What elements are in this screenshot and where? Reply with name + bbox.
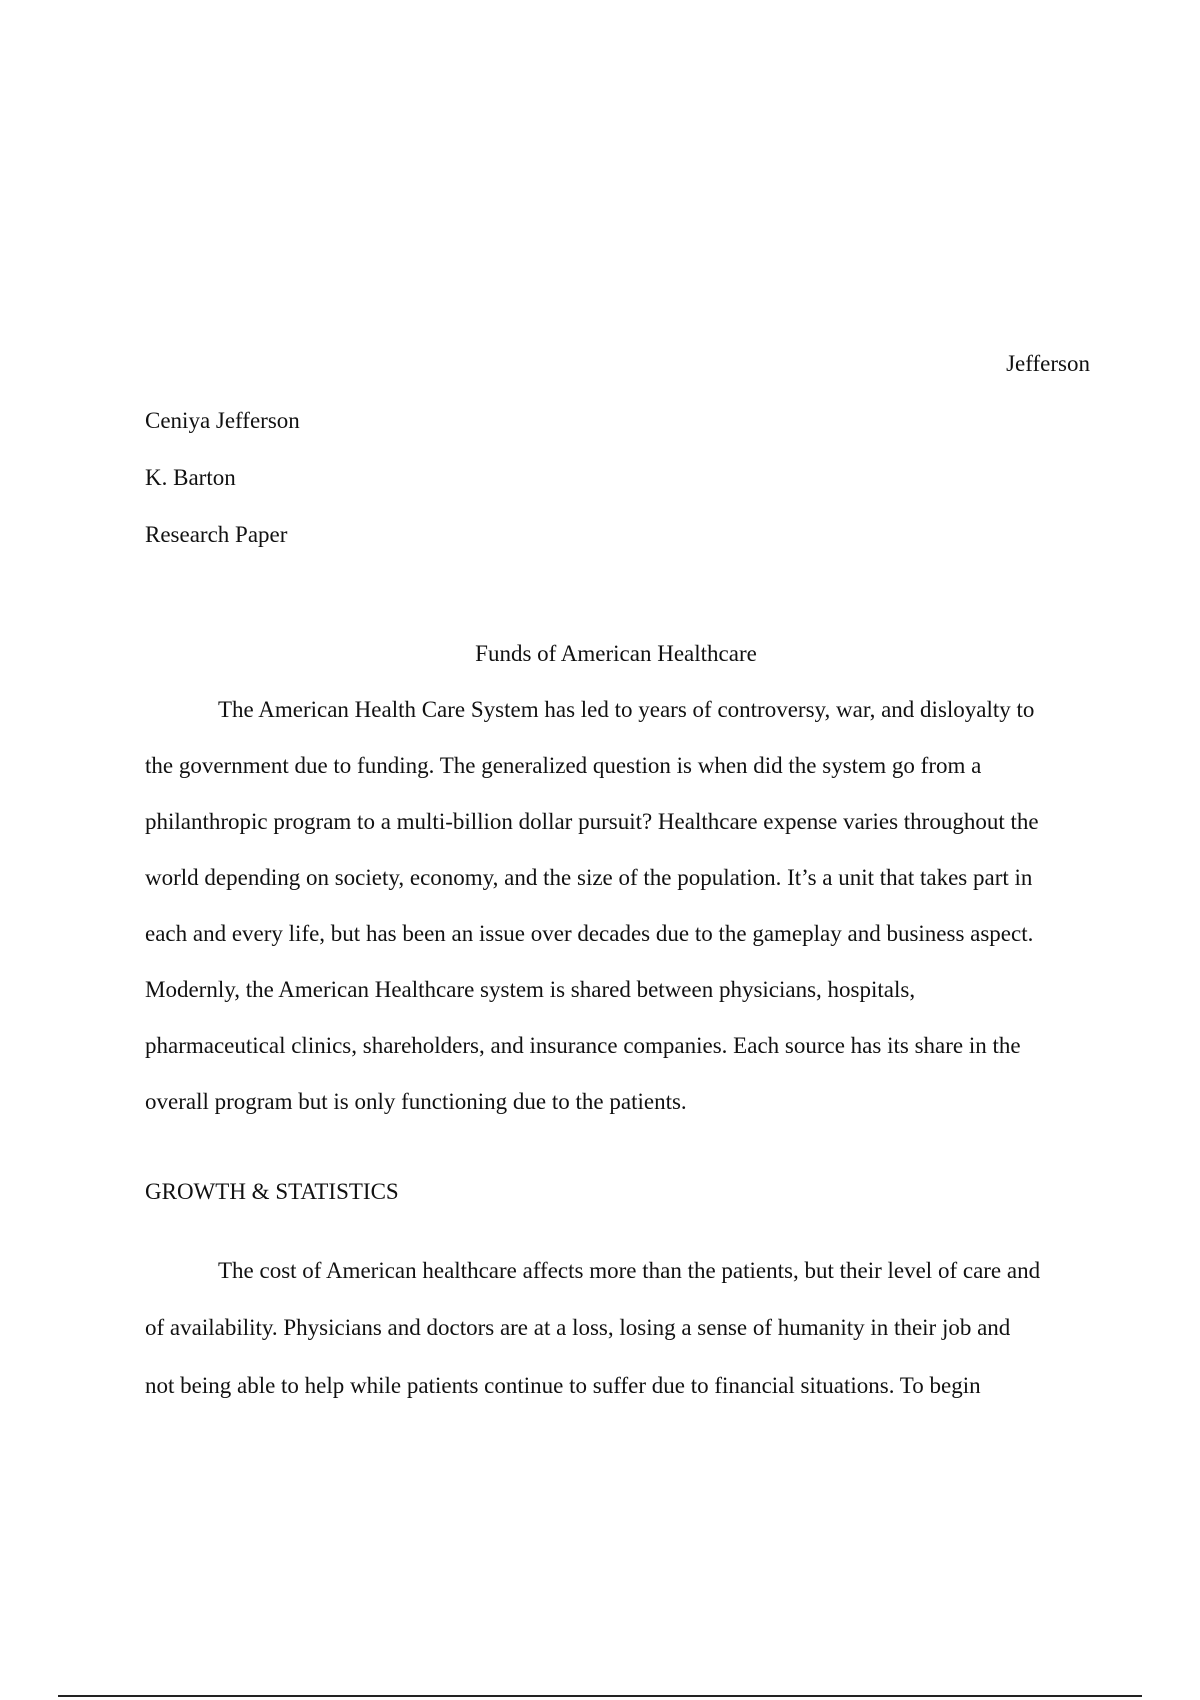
paragraph-line: philanthropic program to a multi-billion dollar pursuit? Healthcare expense varies throughout the xyxy=(145,809,1039,834)
paragraph-line: overall program but is only functioning due to the patients. xyxy=(145,1089,687,1114)
student-name: Ceniya Jefferson xyxy=(145,408,300,433)
paragraph-line: pharmaceutical clinics, shareholders, and insurance companies. Each source has its share in the xyxy=(145,1033,1021,1058)
paragraph-line: the government due to funding. The generalized question is when did the system go from a xyxy=(145,753,982,778)
paragraph-line: Modernly, the American Healthcare system is shared between physicians, hospitals, xyxy=(145,977,916,1002)
running-head: Jefferson xyxy=(1006,351,1090,376)
paper-title: Funds of American Healthcare xyxy=(475,641,757,666)
instructor-name: K. Barton xyxy=(145,465,236,490)
student-heading xyxy=(145,407,300,578)
paragraph-line: not being able to help while patients continue to suffer due to financial situations. To begin xyxy=(145,1373,981,1398)
paragraph-line: of availability. Physicians and doctors are at a loss, losing a sense of humanity in their job and xyxy=(145,1315,1011,1340)
assignment-name: Research Paper xyxy=(145,522,288,547)
paragraph-line: The cost of American healthcare affects more than the patients, but their level of care and xyxy=(218,1258,1041,1283)
section-heading: GROWTH & STATISTICS xyxy=(145,1179,399,1204)
page-bottom-rule xyxy=(58,1695,1142,1697)
paragraph-line: each and every life, but has been an issue over decades due to the gameplay and business aspect. xyxy=(145,921,1034,946)
paragraph-line: world depending on society, economy, and the size of the population. It’s a unit that takes part in xyxy=(145,865,1033,890)
paragraph-line: The American Health Care System has led to years of controversy, war, and disloyalty to xyxy=(218,697,1035,722)
